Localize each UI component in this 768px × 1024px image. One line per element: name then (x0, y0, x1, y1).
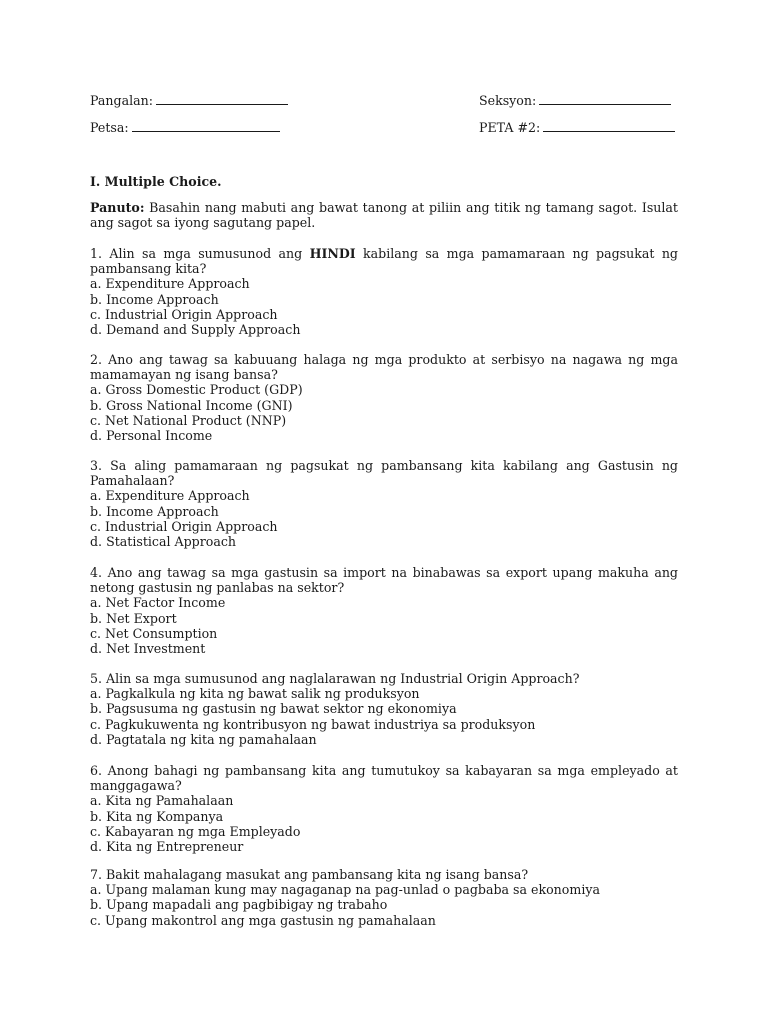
choice-b: b. Net Export (90, 610, 177, 626)
section-label: Seksyon: (479, 93, 537, 108)
choice-a: a. Gross Domestic Product (GDP) (90, 382, 303, 398)
instructions-label: Panuto: (90, 200, 145, 215)
instructions-text: Basahin nang mabuti ang bawat tanong at piliin ang titik ng tamang sagot. Isulat ang sagot sa iyong sagutang papel. (90, 200, 678, 231)
question-2 (90, 352, 678, 443)
choice-c: c. Kabayaran ng mga Empleyado (90, 823, 301, 839)
choice-b: b. Pagsusuma ng gastusin ng bawat sektor ng ekonomiya (90, 701, 457, 717)
choice-a: a. Pagkalkula ng kita ng bawat salik ng produksyon (90, 686, 420, 702)
question-text: 3. Sa aling pamamaraan ng pagsukat ng pambansang kita kabilang ang Gastusin ng Pamahalaan? (90, 458, 678, 489)
question-4 (90, 565, 678, 656)
choice-b: b. Upang mapadali ang pagbibigay ng trabaho (90, 897, 388, 913)
choice-b: b. Gross National Income (GNI) (90, 397, 293, 413)
question-text-part: 1. Alin sa mga sumusunod ang (90, 246, 310, 261)
date-label: Petsa: (90, 120, 129, 135)
section-title: I. Multiple Choice. (90, 174, 222, 189)
choice-d: d. Demand and Supply Approach (90, 322, 301, 338)
question-text: 2. Ano ang tawag sa kabuuang halaga ng mga produkto at serbisyo na nagawa ng mga mamamayan ng isang bansa? (90, 352, 678, 383)
choice-b: b. Income Approach (90, 503, 219, 519)
section-field (479, 93, 671, 108)
peta-label: PETA #2: (479, 120, 541, 135)
choice-a: a. Kita ng Pamahalaan (90, 793, 234, 809)
question-emphasis: HINDI (309, 246, 356, 261)
section-blank-line (539, 103, 671, 105)
choice-d: d. Statistical Approach (90, 534, 236, 550)
name-field (90, 93, 288, 108)
question-7 (90, 867, 678, 928)
name-label: Pangalan: (90, 93, 153, 108)
choice-c: c. Industrial Origin Approach (90, 306, 278, 322)
header-row-1 (90, 93, 678, 109)
choice-b: b. Kita ng Kompanya (90, 808, 224, 824)
question-text: 4. Ano ang tawag sa mga gastusin sa import na binabawas sa export upang makuha ang netong gastusin ng panlabas na sektor? (90, 565, 678, 596)
choice-c: c. Industrial Origin Approach (90, 518, 278, 534)
choice-a: a. Net Factor Income (90, 595, 226, 611)
question-3 (90, 458, 678, 549)
choice-d: d. Pagtatala ng kita ng pamahalaan (90, 731, 317, 747)
peta-blank-line (543, 130, 675, 132)
peta-field (479, 120, 675, 135)
choice-c: c. Pagkukuwenta ng kontribusyon ng bawat industriya sa produksyon (90, 716, 536, 732)
question-text: 5. Alin sa mga sumusunod ang naglalarawan ng Industrial Origin Approach? (90, 671, 580, 686)
choice-b: b. Income Approach (90, 291, 219, 307)
question-1 (90, 246, 678, 337)
choice-c: c. Net National Product (NNP) (90, 412, 287, 428)
instructions (90, 200, 678, 230)
question-text: 6. Anong bahagi ng pambansang kita ang tumutukoy sa kabayaran sa mga empleyado at manggagawa? (90, 763, 678, 794)
header-row-2 (90, 120, 678, 136)
choice-c: c. Net Consumption (90, 625, 218, 641)
name-blank-line (156, 103, 288, 105)
question-6 (90, 763, 678, 854)
question-text (90, 246, 678, 276)
choice-d: d. Kita ng Entrepreneur (90, 839, 244, 855)
choice-d: d. Personal Income (90, 428, 213, 444)
choice-c: c. Upang makontrol ang mga gastusin ng pamahalaan (90, 912, 436, 928)
worksheet-page (90, 0, 678, 1024)
question-text-part: kabilang sa mga pamamaraan ng pagsukat ng pambansang kita? (90, 246, 678, 277)
choice-d: d. Net Investment (90, 641, 206, 657)
question-5 (90, 671, 678, 747)
choice-a: a. Expenditure Approach (90, 276, 250, 292)
date-field (90, 120, 280, 135)
question-text: 7. Bakit mahalagang masukat ang pambansang kita ng isang bansa? (90, 867, 529, 882)
choice-a: a. Upang malaman kung may nagaganap na pag-unlad o pagbaba sa ekonomiya (90, 882, 600, 898)
choice-a: a. Expenditure Approach (90, 488, 250, 504)
date-blank-line (132, 130, 280, 132)
